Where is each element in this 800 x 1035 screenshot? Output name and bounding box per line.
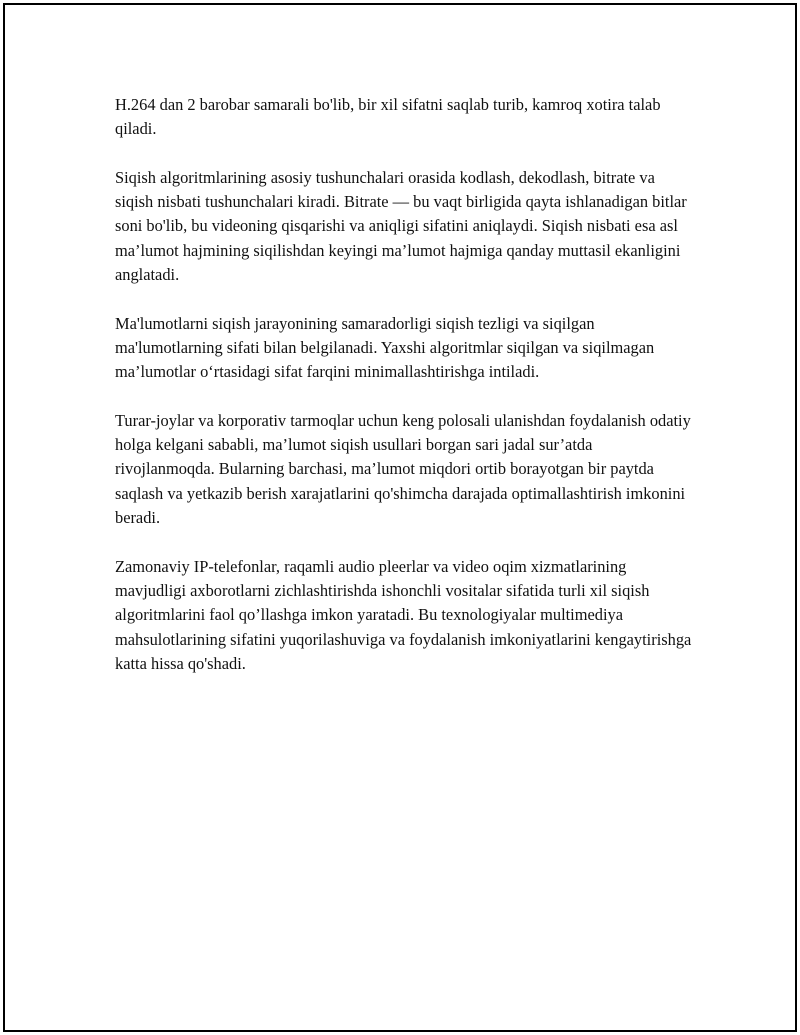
document-body [115,93,695,700]
paragraph-2: Siqish algoritmlarining asosiy tushunchalari orasida kodlash, dekodlash, bitrate va siqish nisbati tushunchalari kiradi. Bitrate — bu vaqt birligida qayta ishlanadigan bitlar soni bo'lib, bu videoning qisqarishi va aniqligi sifatini aniqlaydi. Siqish nisbati esa asl ma’lumot hajmining siqilishdan keyingi ma’lumot hajmiga qanday muttasil ekanligini anglatadi. [115,167,687,285]
paragraph-5: Zamonaviy IP-telefonlar, raqamli audio pleerlar va video oqim xizmatlarining mavjudligi axborotlarni zichlashtirishda ishonchli vositalar sifatida turli xil siqish algoritmlarini faol qo’llashga imkon yaratadi. Bu texnologiyalar multimediya mahsulotlarining sifatini yuqorilashuviga va foydalanish imkoniyatlarini kengaytirishga katta hissa qo'shadi. [115,556,692,673]
paragraph-1: H.264 dan 2 barobar samarali bo'lib, bir xil sifatni saqlab turib, kamroq xotira talab qiladi. [115,95,661,139]
paragraph-3: Ma'lumotlarni siqish jarayonining samaradorligi siqish tezligi va siqilgan ma'lumotlarning sifati bilan belgilanadi. Yaxshi algoritmlar siqilgan va siqilmagan ma’lumotlar o‘rtasidagi sifat farqini minimallashtirishga intiladi. [115,313,655,382]
paragraph-4: Turar-joylar va korporativ tarmoqlar uchun keng polosali ulanishdan foydalanish odatiy holga kelgani sababli, ma’lumot siqish usullari borgan sari jadal sur’atda rivojlanmoqda. Bularning barchasi, ma’lumot miqdori ortib borayotgan bir paytda saqlash va yetkazib berish xarajatlarini qo'shimcha darajada optimallashtirish imkonini beradi. [115,410,691,528]
